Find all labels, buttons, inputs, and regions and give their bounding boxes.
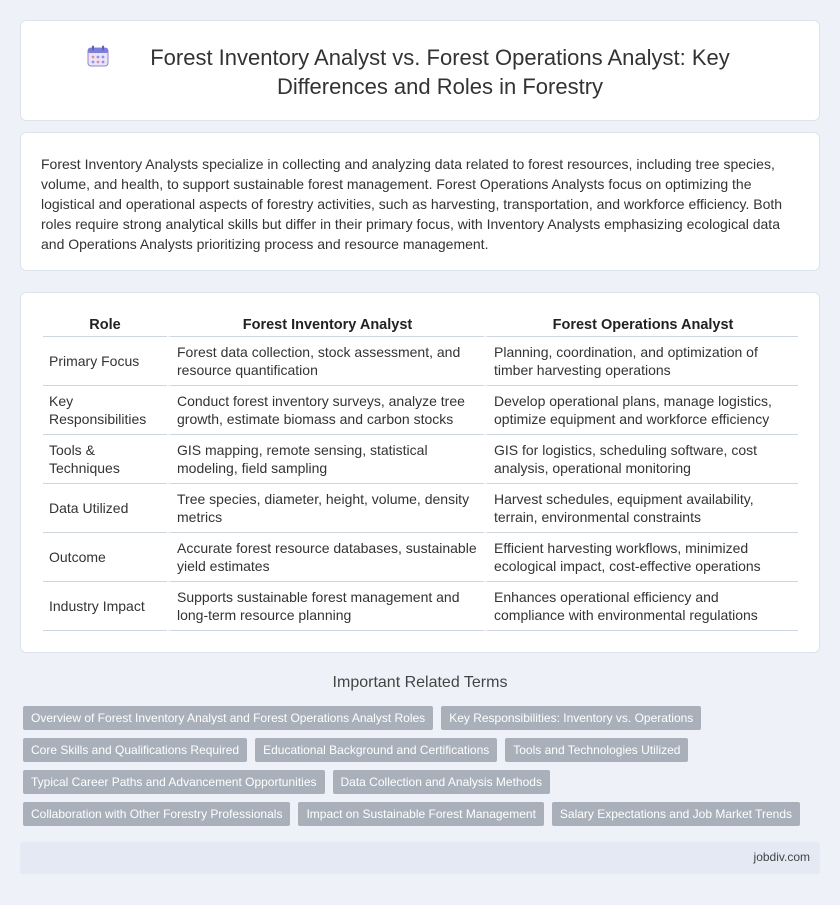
operations-cell: Planning, coordination, and optimization of timber harvesting operations [484, 337, 798, 386]
operations-cell: Efficient harvesting workflows, minimized ecological impact, cost-effective operations [484, 533, 798, 582]
tag-row [23, 770, 823, 794]
table-row [43, 337, 798, 386]
header-inventory-analyst: Forest Inventory Analyst [167, 311, 484, 337]
header-role: Role [43, 311, 167, 337]
row-label: Key Responsibilities [43, 386, 167, 435]
table-row [43, 386, 798, 435]
table-row [43, 582, 798, 631]
inventory-cell: GIS mapping, remote sensing, statistical modeling, field sampling [167, 435, 484, 484]
inventory-cell: Accurate forest resource databases, sustainable yield estimates [167, 533, 484, 582]
tag-row [23, 738, 823, 762]
related-terms-heading: Important Related Terms [332, 674, 508, 691]
row-label: Primary Focus [43, 337, 167, 386]
operations-cell: Enhances operational efficiency and compliance with environmental regulations [484, 582, 798, 631]
row-label: Data Utilized [43, 484, 167, 533]
intro-card [20, 132, 820, 271]
related-term-tag[interactable]: Salary Expectations and Job Market Trends [552, 802, 800, 826]
related-term-tag[interactable]: Key Responsibilities: Inventory vs. Operations [441, 706, 701, 730]
related-terms-list [23, 706, 823, 834]
row-label: Tools & Techniques [43, 435, 167, 484]
table-row [43, 533, 798, 582]
related-term-tag[interactable]: Overview of Forest Inventory Analyst and Forest Operations Analyst Roles [23, 706, 433, 730]
related-term-tag[interactable]: Typical Career Paths and Advancement Opportunities [23, 770, 325, 794]
page-title: Forest Inventory Analyst vs. Forest Operations Analyst: Key Differences and Roles in Forestry [150, 45, 730, 99]
related-term-tag[interactable]: Educational Background and Certifications [255, 738, 497, 762]
comparison-table-card [20, 292, 820, 653]
operations-cell: Develop operational plans, manage logistics, optimize equipment and workforce efficiency [484, 386, 798, 435]
inventory-cell: Conduct forest inventory surveys, analyze tree growth, estimate biomass and carbon stocks [167, 386, 484, 435]
row-label: Outcome [43, 533, 167, 582]
related-term-tag[interactable]: Data Collection and Analysis Methods [333, 770, 550, 794]
table-row [43, 484, 798, 533]
tag-row [23, 802, 823, 826]
title-card [20, 20, 820, 121]
footer-site-link[interactable]: jobdiv.com [753, 850, 810, 864]
inventory-cell: Tree species, diameter, height, volume, density metrics [167, 484, 484, 533]
header-operations-analyst: Forest Operations Analyst [484, 311, 798, 337]
inventory-cell: Supports sustainable forest management and long-term resource planning [167, 582, 484, 631]
row-label: Industry Impact [43, 582, 167, 631]
related-term-tag[interactable]: Collaboration with Other Forestry Professionals [23, 802, 290, 826]
related-term-tag[interactable]: Impact on Sustainable Forest Management [298, 802, 543, 826]
intro-paragraph: Forest Inventory Analysts specialize in collecting and analyzing data related to forest resources, including tree species, volume, and health, to support sustainable forest management. Forest Operations Analysts focus on optimizing the logistical and operational aspects of forestry activities, such as harvesting, transportation, and workforce efficiency. Both roles require strong analytical skills but differ in their primary focus, with Inventory Analysts emphasizing ecological data and Operations Analysts prioritizing process and resource management. [41, 156, 783, 252]
comparison-table [43, 311, 798, 631]
related-term-tag[interactable]: Core Skills and Qualifications Required [23, 738, 247, 762]
tag-row [23, 706, 823, 730]
inventory-cell: Forest data collection, stock assessment, and resource quantification [167, 337, 484, 386]
table-header-row [43, 311, 798, 337]
footer [20, 842, 820, 874]
operations-cell: GIS for logistics, scheduling software, cost analysis, operational monitoring [484, 435, 798, 484]
table-row [43, 435, 798, 484]
operations-cell: Harvest schedules, equipment availability, terrain, environmental constraints [484, 484, 798, 533]
related-term-tag[interactable]: Tools and Technologies Utilized [505, 738, 688, 762]
